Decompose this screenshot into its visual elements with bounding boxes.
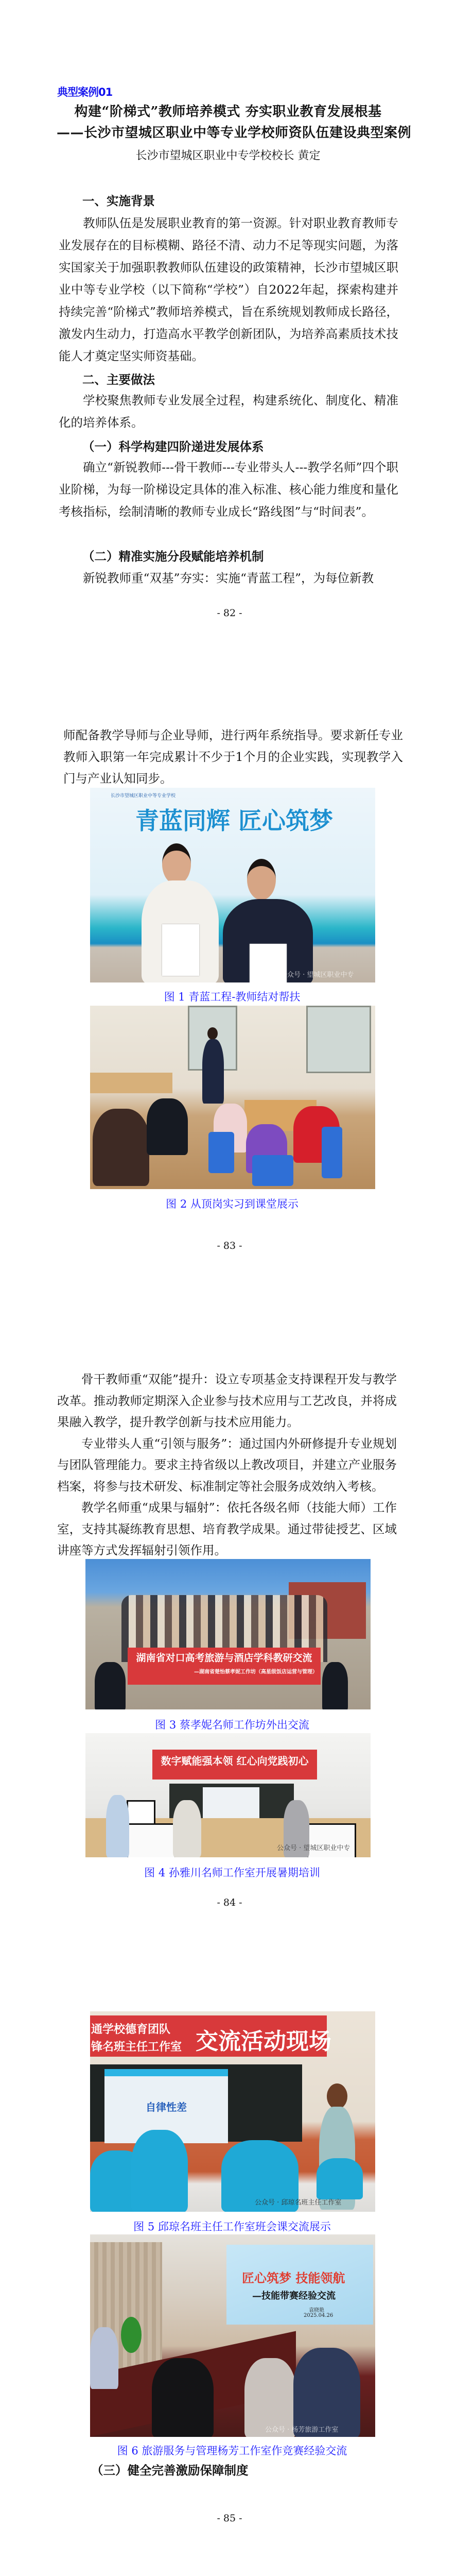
watermark: 公众号 · 杨芳旅游工作室 (265, 2426, 339, 2434)
figure-4-banner: 数字赋能强本领 红心向党践初心 (152, 1750, 317, 1780)
school-logo-text: 长沙市望城区职业中等专业学校 (111, 793, 176, 799)
figure-6-photo (90, 2234, 375, 2437)
figure-1-caption: 图 1 青蓝工程-教师结对帮扶 (164, 991, 301, 1003)
backbone-teacher-paragraph: 骨干教师重“双能”提升：设立专项基金支持课程开发与教学改革。推动教师定期深入企业参与技术应用与工艺改良，并将成果融入教学，提升教学创新与技术应用能力。 (57, 1372, 397, 1429)
figure-3-banner: 湖南省对口高考旅游与酒店学科教研交流 —湖南省楚怡蔡孝妮工作坊（高星级饭店运营与管理） (128, 1648, 321, 1685)
methods-intro-paragraph: 学校聚焦教师专业发展全过程，构建系统化、制度化、精准化的培养体系。 (59, 393, 398, 430)
figure-2-caption: 图 2 从顶岗实习到课堂展示 (166, 1198, 299, 1210)
document-subtitle: ——长沙市望城区职业中等专业学校师资队伍建设典型案例 (57, 125, 412, 141)
figure-6-caption: 图 6 旅游服务与管理杨芳工作室作竞赛经验交流 (117, 2445, 347, 2457)
page-number: - 84 - (217, 1897, 242, 1908)
screen-word-cloud: 自律性差 (146, 2101, 187, 2113)
figure-5-banner: 通学校德育团队 锋名班主任工作室 交流活动现场 (90, 2015, 327, 2057)
page-number: - 82 - (217, 607, 242, 619)
figure-3-caption: 图 3 蔡孝妮名师工作坊外出交流 (155, 1719, 309, 1731)
watermark: 公众号 · 望城区职业中专 (280, 971, 354, 979)
page-number: - 83 - (217, 1240, 242, 1251)
figure-2-photo (90, 1006, 375, 1189)
figure-4-caption: 图 4 孙雅川名师工作室开展暑期培训 (144, 1867, 320, 1879)
case-label: 典型案例01 (57, 86, 113, 98)
figure-3-photo (85, 1559, 371, 1709)
watermark: 公众号 · 望城区职业中专 (277, 1844, 350, 1852)
subsection-2-paragraph-start: 新锐教师重“双基”夯实：实施“青蓝工程”，为每位新教 (83, 571, 374, 585)
leader-paragraph: 专业带头人重“引领与服务”：通过国内外研修提升专业规划与团队管理能力。要求主持省级以上教改项目，并建立产业服务档案，将参与技术研发、标准制定等社会服务成效纳入考核。 (57, 1436, 397, 1494)
figure-1-photo (90, 788, 375, 982)
subsection-heading-1: （一）科学构建四阶递进发展体系 (82, 439, 264, 454)
subsection-1-paragraph: 确立“新锐教师---骨干教师---专业带头人---教学名师”四个职业阶梯，为每一阶梯设定具体的准入标准、核心能力维度和量化考核指标，绘制清晰的教师专业成长“路线图”与“时间表”。 (59, 460, 398, 519)
presentation-screen: 匠心筑梦 技能领航 —技能带赛经验交流 袁晓艳 2025.04.26 (226, 2245, 373, 2325)
author-line: 长沙市望城区职业中专学校校长 黄定 (135, 149, 321, 162)
figure-1-banner-text: 青蓝同辉 匠心筑梦 (135, 807, 333, 835)
watermark: 公众号 · 邱琼名班主任工作室 (255, 2199, 342, 2207)
master-teacher-paragraph: 教学名师重“成果与辐射”：依托各级名师（技能大师）工作室，支持其凝练教育思想、培育教学成果。通过带徒授艺、区域讲座等方式发挥辐射引领作用。 (57, 1500, 397, 1557)
figure-4-photo (85, 1733, 371, 1857)
section-heading-methods: 二、主要做法 (82, 372, 155, 387)
subsection-heading-2: （二）精准实施分段赋能培养机制 (82, 549, 264, 564)
figure-5-caption: 图 5 邱琼名班主任工作室班会课交流展示 (133, 2221, 331, 2233)
stage-descriptions (57, 1369, 399, 1562)
background-paragraph: 教师队伍是发展职业教育的第一资源。针对职业教育教师专业发展存在的目标模糊、路径不清、动力不足等现实问题，为落实国家关于加强职教教师队伍建设的政策精神，长沙市望城区职业中等专业学校（以下简称“学校”）自2022年起，探索构建并持续完善“阶梯式”教师培养模式，旨在系统规划教师成长路径，激发内生动力，打造高水平教学创新团队，为培养高素质技术技能人才奠定坚实师资基础。 (59, 216, 398, 363)
figure-5-photo (90, 2011, 375, 2212)
subsection-2-paragraph-cont: 师配备教学导师与企业导师，进行两年系统指导。要求新任专业教师入职第一年完成累计不少于1个月的企业实践，实现教学入门与产业认知同步。 (63, 728, 403, 786)
page-number: - 85 - (217, 2513, 242, 2524)
document-title: 构建“阶梯式”教师培养模式 夯实职业教育发展根基 (74, 104, 382, 120)
subsection-heading-3: （三）健全完善激励保障制度 (91, 2463, 249, 2478)
section-heading-background: 一、实施背景 (82, 194, 155, 208)
